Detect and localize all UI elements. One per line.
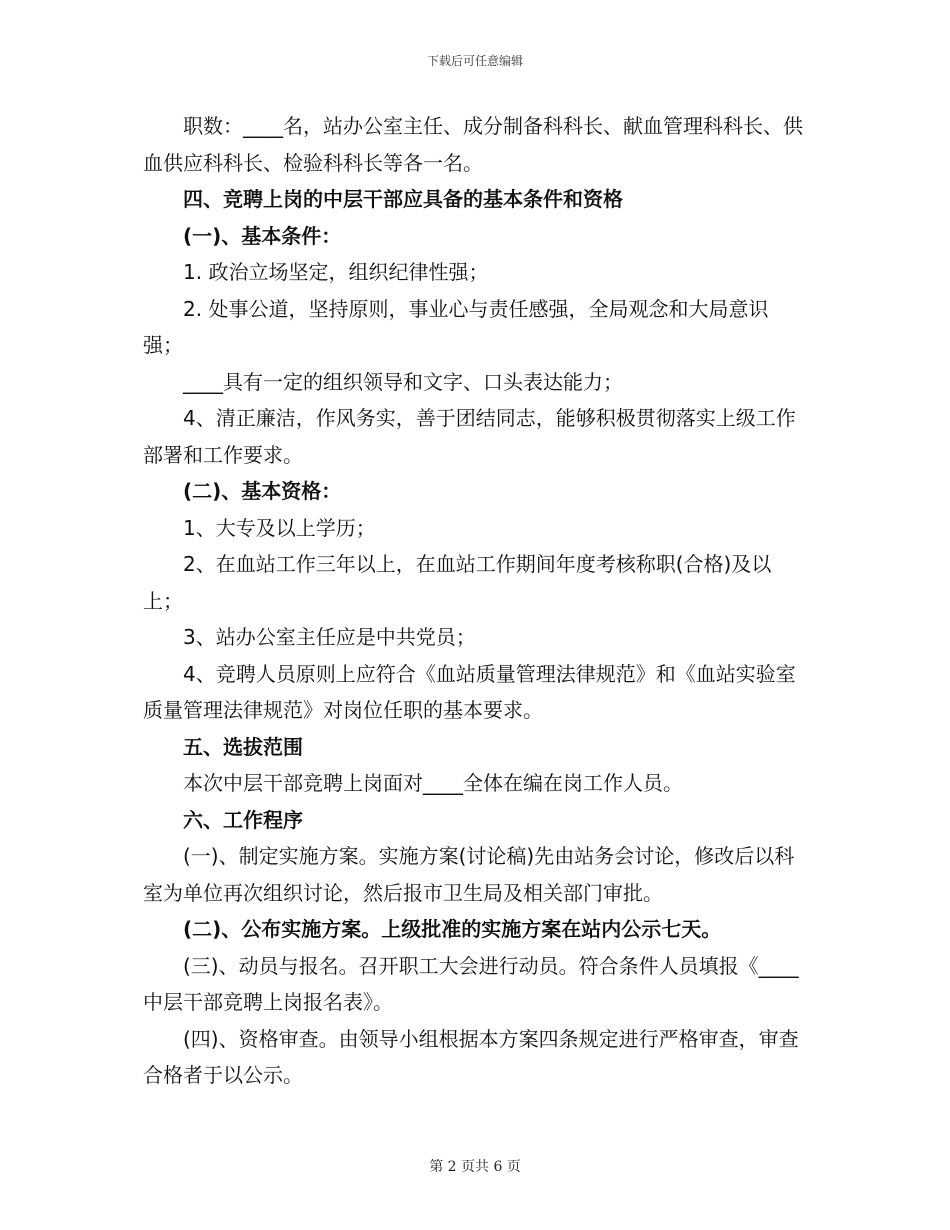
section-heading: 四、竞聘上岗的中层干部应具备的基本条件和资格 [183, 187, 623, 211]
list-item: 2、在血站工作三年以上，在血站工作期间年度考核称职(合格)及以上； [143, 552, 772, 613]
section-heading: 五、选拔范围 [183, 734, 303, 759]
procedure-step: (三)、动员与报名。召开职工大会进行动员。符合条件人员填报《____中层干部竞聘上岗报名表》。 [143, 953, 799, 1014]
list-item: 3、站办公室主任应是中共党员； [183, 625, 476, 649]
subsection-heading: (二)、基本资格： [183, 479, 342, 503]
page-footer: 第 2 页共 6 页 [429, 1159, 521, 1175]
procedure-step: (二)、公布实施方案。上级批准的实施方案在站内公示七天。 [183, 917, 722, 941]
list-item: 4、竞聘人员原则上应符合《血站质量管理法律规范》和《血站实验室质量管理法律规范》对岗位任职的基本要求。 [143, 661, 796, 722]
procedure-step: (一)、制定实施方案。实施方案(讨论稿)先由站务会讨论，修改后以科室为单位再次组织讨论，然后报市卫生局及相关部门审批。 [143, 844, 795, 905]
list-item: ____具有一定的组织领导和文字、口头表达能力； [183, 369, 623, 394]
document-body [143, 108, 803, 1094]
procedure-step: (四)、资格审查。由领导小组根据本方案四条规定进行严格审查，审查合格者于以公示。 [143, 1026, 799, 1087]
section-heading: 六、工作程序 [183, 807, 303, 832]
subsection-heading: (一)、基本条件： [183, 223, 342, 248]
list-item: 1. 政治立场坚定，组织纪律性强； [183, 260, 489, 284]
paragraph: 职数：____名，站办公室主任、成分制备科科长、献血管理科科长、供血供应科科长、检验科科长等各一名。 [143, 114, 803, 175]
list-item: 4、清正廉洁，作风务实，善于团结同志，能够积极贯彻落实上级工作部署和工作要求。 [143, 406, 796, 467]
paragraph: 本次中层干部竞聘上岗面对____全体在编在岗工作人员。 [183, 771, 683, 795]
list-item: 2. 处事公道，坚持原则，事业心与责任感强，全局观念和大局意识强； [143, 296, 769, 357]
page-header: 下载后可任意编辑 [426, 54, 523, 68]
list-item: 1、大专及以上学历； [183, 515, 376, 540]
